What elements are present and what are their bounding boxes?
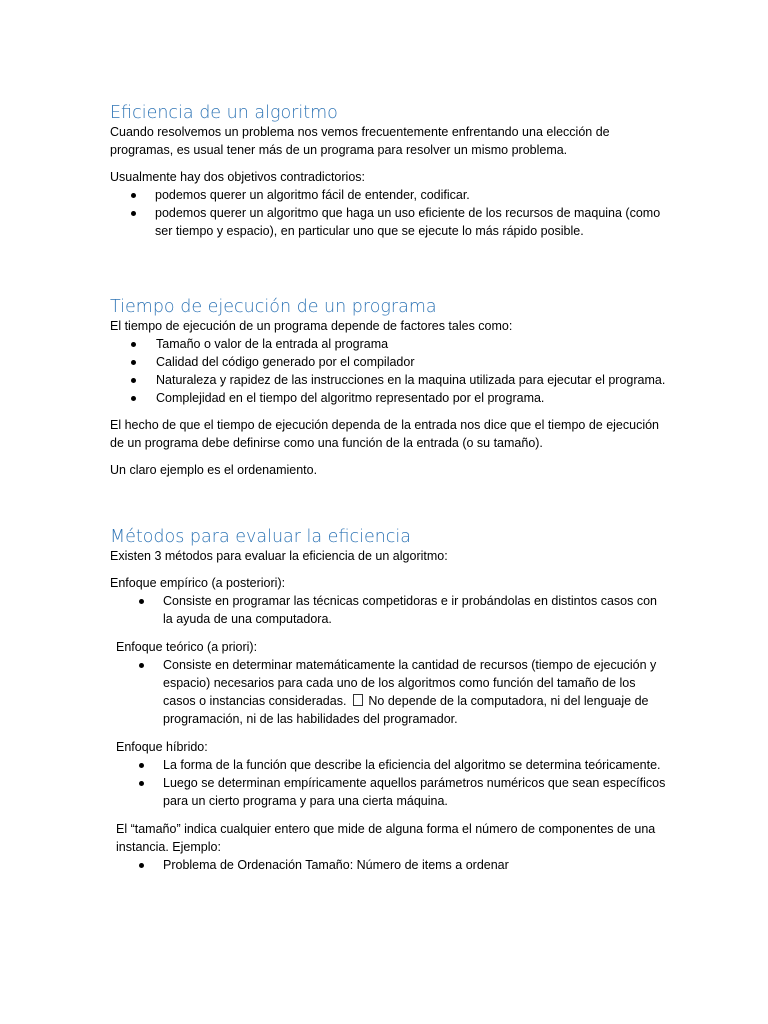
list-item — [155, 186, 670, 204]
list-item-text: Naturaleza y rapidez de las instrucciones en la maquina utilizada para ejecutar el programa. — [156, 373, 666, 387]
bullet-dot-icon — [139, 663, 144, 668]
paragraph-ejemplo: Un claro ejemplo es el ordenamiento. — [110, 463, 318, 477]
bullet-dot-icon — [131, 378, 136, 383]
bullet-list-hibrido — [110, 756, 670, 810]
heading-metodos: Métodos para evaluar la eficiencia — [110, 527, 412, 547]
bullet-dot-icon — [131, 360, 136, 365]
bullet-list-teorico — [110, 656, 670, 728]
heading-tiempo-ejecucion: Tiempo de ejecución de un programa — [110, 297, 437, 317]
bullet-dot-icon — [131, 211, 136, 216]
section-eficiencia — [110, 103, 670, 240]
list-item — [163, 756, 670, 774]
list-item-text: podemos querer un algoritmo fácil de entender, codificar. — [155, 188, 470, 202]
paragraph-objetivos: Usualmente hay dos objetivos contradictorios: — [110, 170, 365, 184]
list-item-text: No depende de la computadora, ni del lenguaje de programación, ni de las habilidades del programador. — [163, 694, 649, 726]
list-item — [156, 371, 670, 389]
list-item-text: Problema de Ordenación Tamaño: Número de items a ordenar — [163, 858, 509, 872]
bullet-list-objetivos — [110, 186, 670, 240]
bullet-dot-icon — [131, 396, 136, 401]
list-item — [156, 335, 670, 353]
bullet-dot-icon — [139, 763, 144, 768]
list-item — [163, 774, 670, 810]
list-item — [156, 353, 670, 371]
bullet-dot-icon — [139, 781, 144, 786]
paragraph-intro: Cuando resolvemos un problema nos vemos frecuentemente enfrentando una elección de programas, es usual tener más de un programa para resolver un mismo problema. — [110, 125, 610, 157]
heading-eficiencia: Eficiencia de un algoritmo — [110, 103, 338, 123]
label-enfoque-empirico: Enfoque empírico (a posteriori): — [110, 576, 286, 590]
missing-glyph-icon — [353, 694, 363, 706]
paragraph-hecho: El hecho de que el tiempo de ejecución dependa de la entrada nos dice que el tiempo de ejecución de un programa debe definirse como una función de la entrada (o su tamaño). — [110, 418, 660, 450]
list-item — [163, 856, 670, 874]
label-enfoque-hibrido: Enfoque híbrido: — [116, 740, 208, 754]
list-item — [156, 389, 670, 407]
bullet-list-empirico — [110, 592, 670, 628]
list-item-text: Complejidad en el tiempo del algoritmo representado por el programa. — [156, 391, 545, 405]
label-enfoque-teorico: Enfoque teórico (a priori): — [116, 640, 258, 654]
bullet-dot-icon — [131, 193, 136, 198]
list-item — [155, 204, 670, 240]
list-item-text: Tamaño o valor de la entrada al programa — [156, 337, 389, 351]
list-item-text: Luego se determinan empíricamente aquellos parámetros numéricos que sean específicos para un cierto programa y para una cierta máquina. — [163, 776, 666, 808]
section-tiempo-ejecucion — [110, 297, 670, 479]
bullet-dot-icon — [131, 342, 136, 347]
paragraph-tamano: El “tamaño” indica cualquier entero que mide de alguna forma el número de componentes de una instancia. Ejemplo: — [116, 822, 656, 854]
list-item-text: Calidad del código generado por el compilador — [156, 355, 415, 369]
list-item-text: Consiste en determinar matemáticamente la cantidad de recursos (tiempo de ejecución y espacio) necesarios para cada uno de los algoritmos como función del tamaño de los casos o instancias consideradas. — [163, 658, 657, 708]
bullet-list-factores — [110, 335, 670, 407]
paragraph-metodos-intro: Existen 3 métodos para evaluar la eficiencia de un algoritmo: — [110, 549, 448, 563]
list-item — [163, 656, 670, 728]
list-item-text: La forma de la función que describe la eficiencia del algoritmo se determina teóricamente. — [163, 758, 661, 772]
list-item — [163, 592, 670, 628]
section-metodos — [110, 527, 670, 874]
paragraph-factores: El tiempo de ejecución de un programa depende de factores tales como: — [110, 319, 513, 333]
bullet-dot-icon — [139, 599, 144, 604]
list-item-text: podemos querer un algoritmo que haga un uso eficiente de los recursos de maquina (como ser tiempo y espacio), en particular uno que se ejecute lo más rápido posible. — [155, 206, 661, 238]
bullet-list-ejemplo — [110, 856, 670, 874]
bullet-dot-icon — [139, 863, 144, 868]
list-item-text: Consiste en programar las técnicas competidoras e ir probándolas en distintos casos con la ayuda de una computadora. — [163, 594, 658, 626]
